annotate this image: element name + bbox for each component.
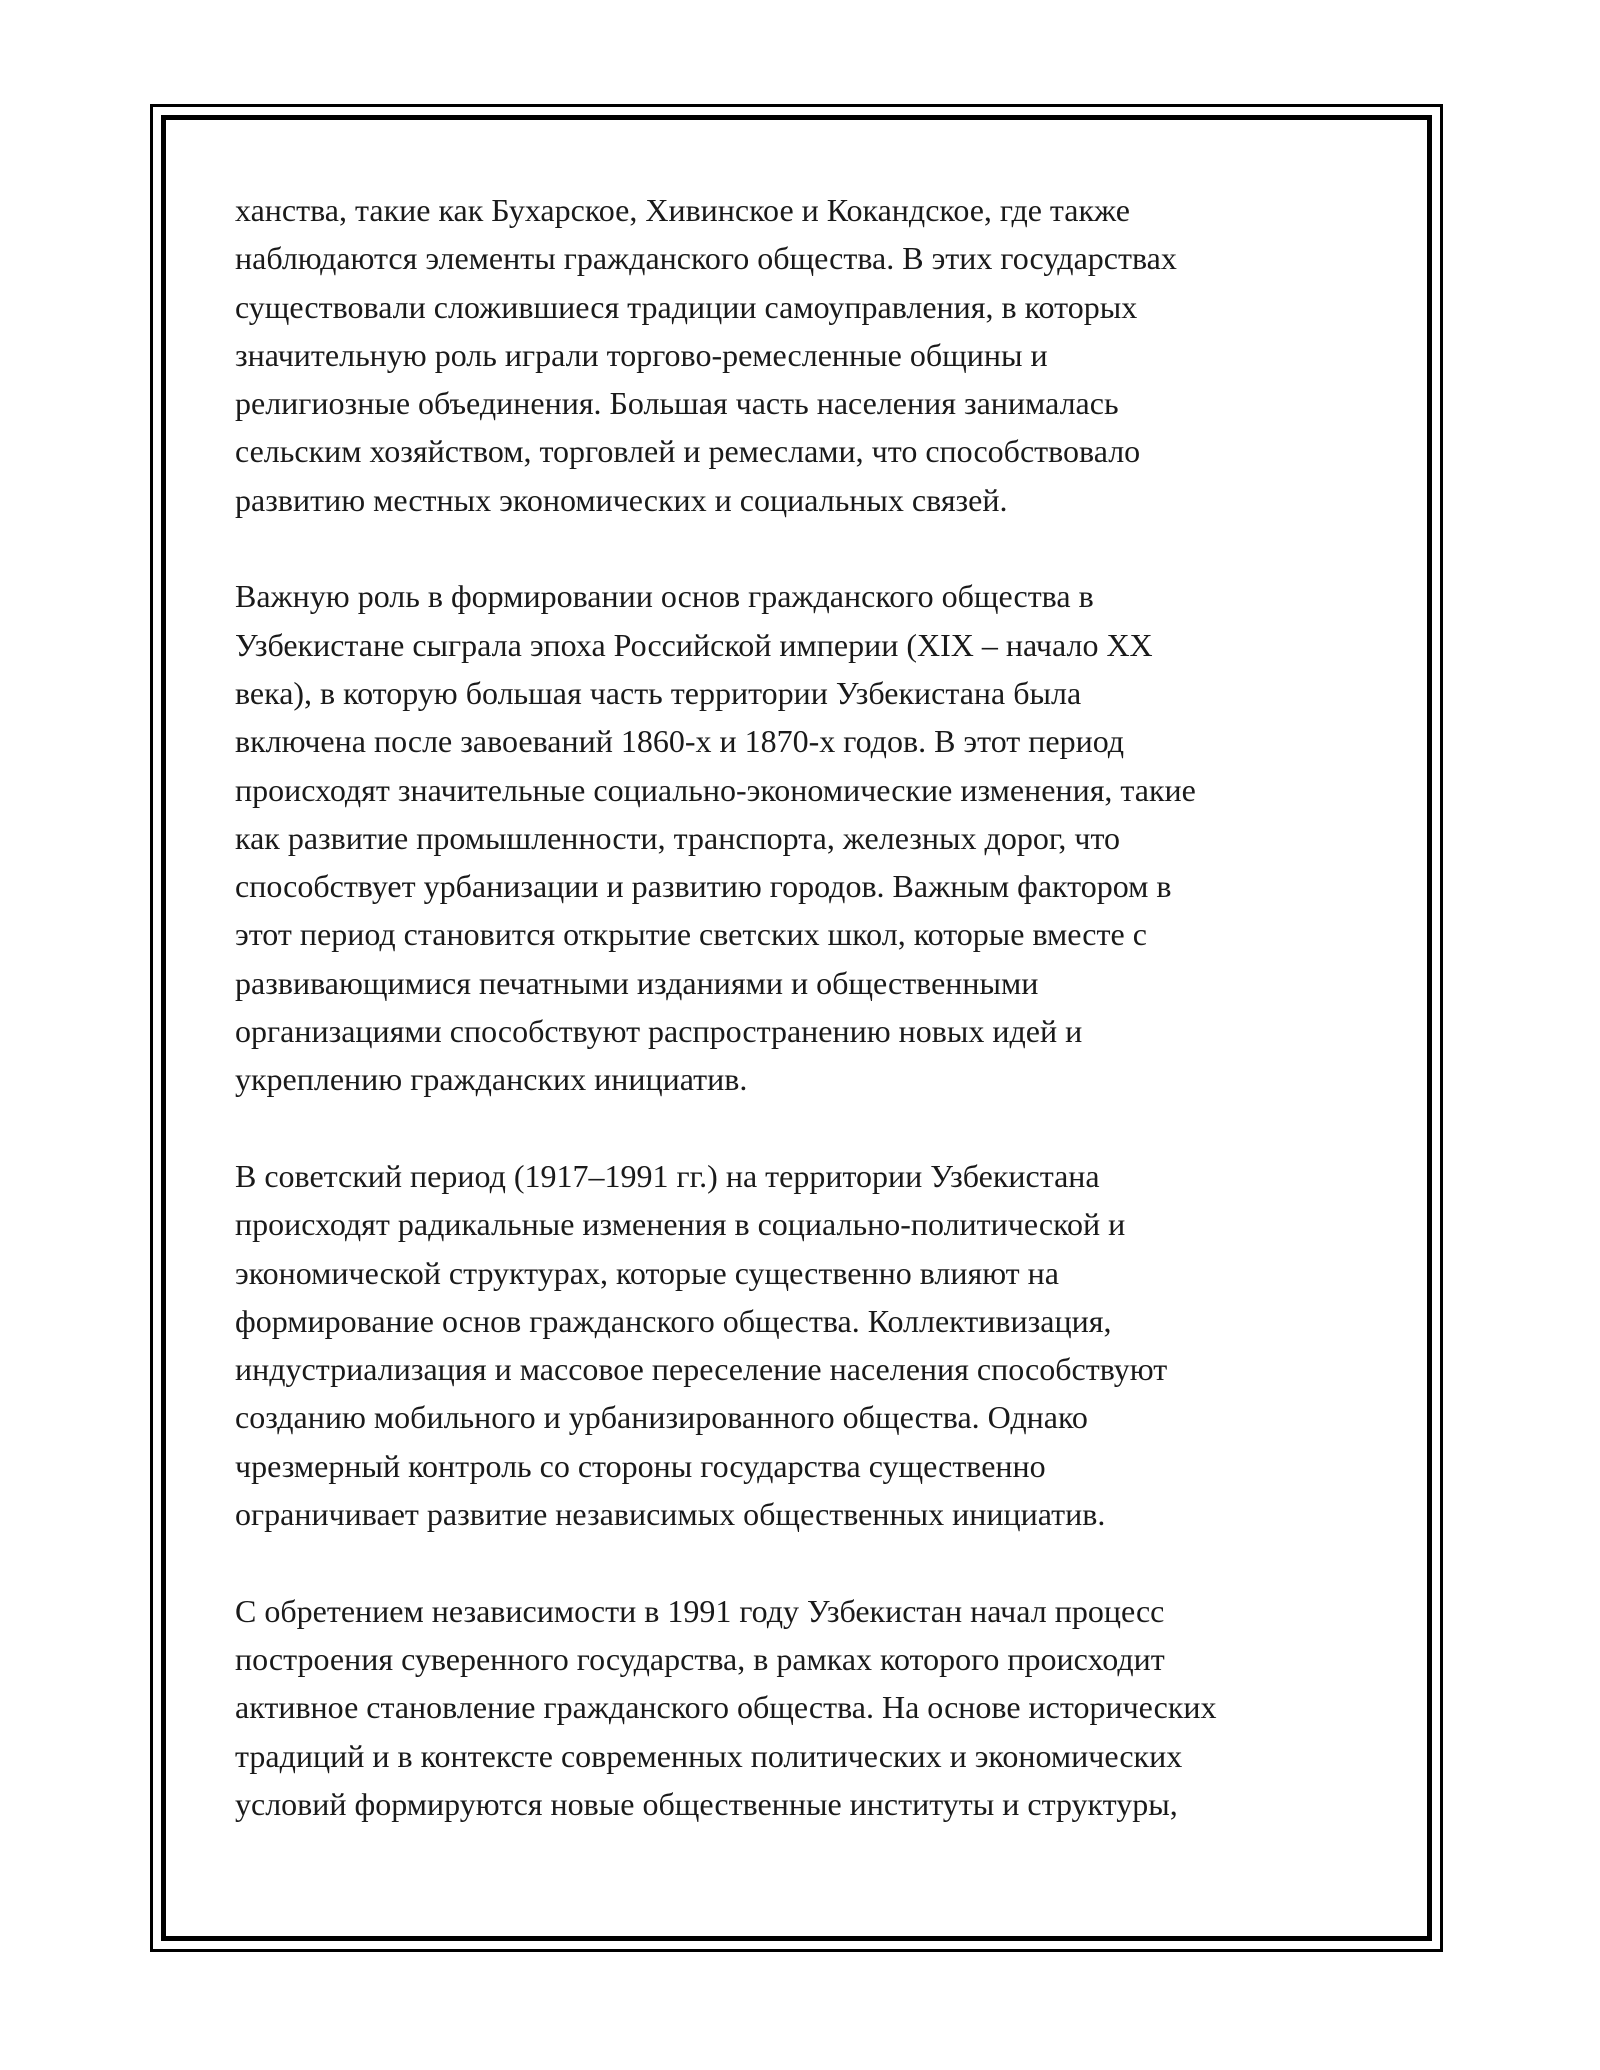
text-line: существовали сложившиеся традиции самоуправления, в которых — [235, 288, 1138, 325]
paragraph-4 — [235, 1587, 1365, 1828]
text-line: сельским хозяйством, торговлей и ремеслами, что способствовало — [235, 433, 1141, 470]
text-line: этот период становится открытие светских школ, которые вместе с — [235, 916, 1147, 953]
text-line: построения суверенного государства, в рамках которого происходит — [235, 1640, 1165, 1677]
text-line: Важную роль в формировании основ гражданского общества в — [235, 578, 1094, 615]
text-line: укреплению гражданских инициатив. — [235, 1061, 748, 1098]
text-line: организациями способствуют распространению новых идей и — [235, 1013, 1083, 1050]
text-line: религиозные объединения. Большая часть населения занималась — [235, 385, 1119, 422]
text-line: значительную роль играли торгово-ремесленные общины и — [235, 336, 1048, 373]
text-line: формирование основ гражданского общества. Коллективизация, — [235, 1302, 1112, 1339]
text-line: ограничивает развитие независимых общественных инициатив. — [235, 1496, 1106, 1533]
text-line: включена после завоеваний 1860-х и 1870-х годов. В этот период — [235, 723, 1125, 760]
paragraph-1 — [235, 186, 1365, 524]
text-line: Узбекистане сыграла эпоха Российской империи (XIX – начало XX — [235, 626, 1153, 663]
text-line: как развитие промышленности, транспорта, железных дорог, что — [235, 819, 1120, 856]
text-line: происходят значительные социально-экономические изменения, такие — [235, 771, 1196, 808]
text-line: века), в которую большая часть территории Узбекистана была — [235, 674, 1082, 711]
text-line: экономической структурах, которые существенно влияют на — [235, 1254, 1059, 1291]
text-line: С обретением независимости в 1991 году Узбекистан начал процесс — [235, 1592, 1165, 1629]
text-line: созданию мобильного и урбанизированного общества. Однако — [235, 1399, 1088, 1436]
text-line: происходят радикальные изменения в социально-политической и — [235, 1206, 1126, 1243]
text-line: условий формируются новые общественные институты и структуры, — [235, 1785, 1178, 1822]
document-body — [235, 186, 1365, 1876]
text-line: активное становление гражданского общества. На основе исторических — [235, 1689, 1217, 1726]
text-line: В советский период (1917–1991 гг.) на территории Узбекистана — [235, 1157, 1100, 1194]
text-line: наблюдаются элементы гражданского общества. В этих государствах — [235, 240, 1177, 277]
text-line: индустриализация и массовое переселение населения способствуют — [235, 1351, 1168, 1388]
text-line: развитию местных экономических и социальных связей. — [235, 481, 1008, 518]
paragraph-3 — [235, 1152, 1365, 1538]
text-line: традиций и в контексте современных политических и экономических — [235, 1737, 1183, 1774]
text-line: развивающимися печатными изданиями и общественными — [235, 964, 1039, 1001]
text-line: ханства, такие как Бухарское, Хивинское и Кокандское, где также — [235, 192, 1130, 228]
paragraph-2 — [235, 572, 1365, 1103]
text-line: способствует урбанизации и развитию городов. Важным фактором в — [235, 868, 1172, 905]
text-line: чрезмерный контроль со стороны государства существенно — [235, 1447, 1046, 1484]
